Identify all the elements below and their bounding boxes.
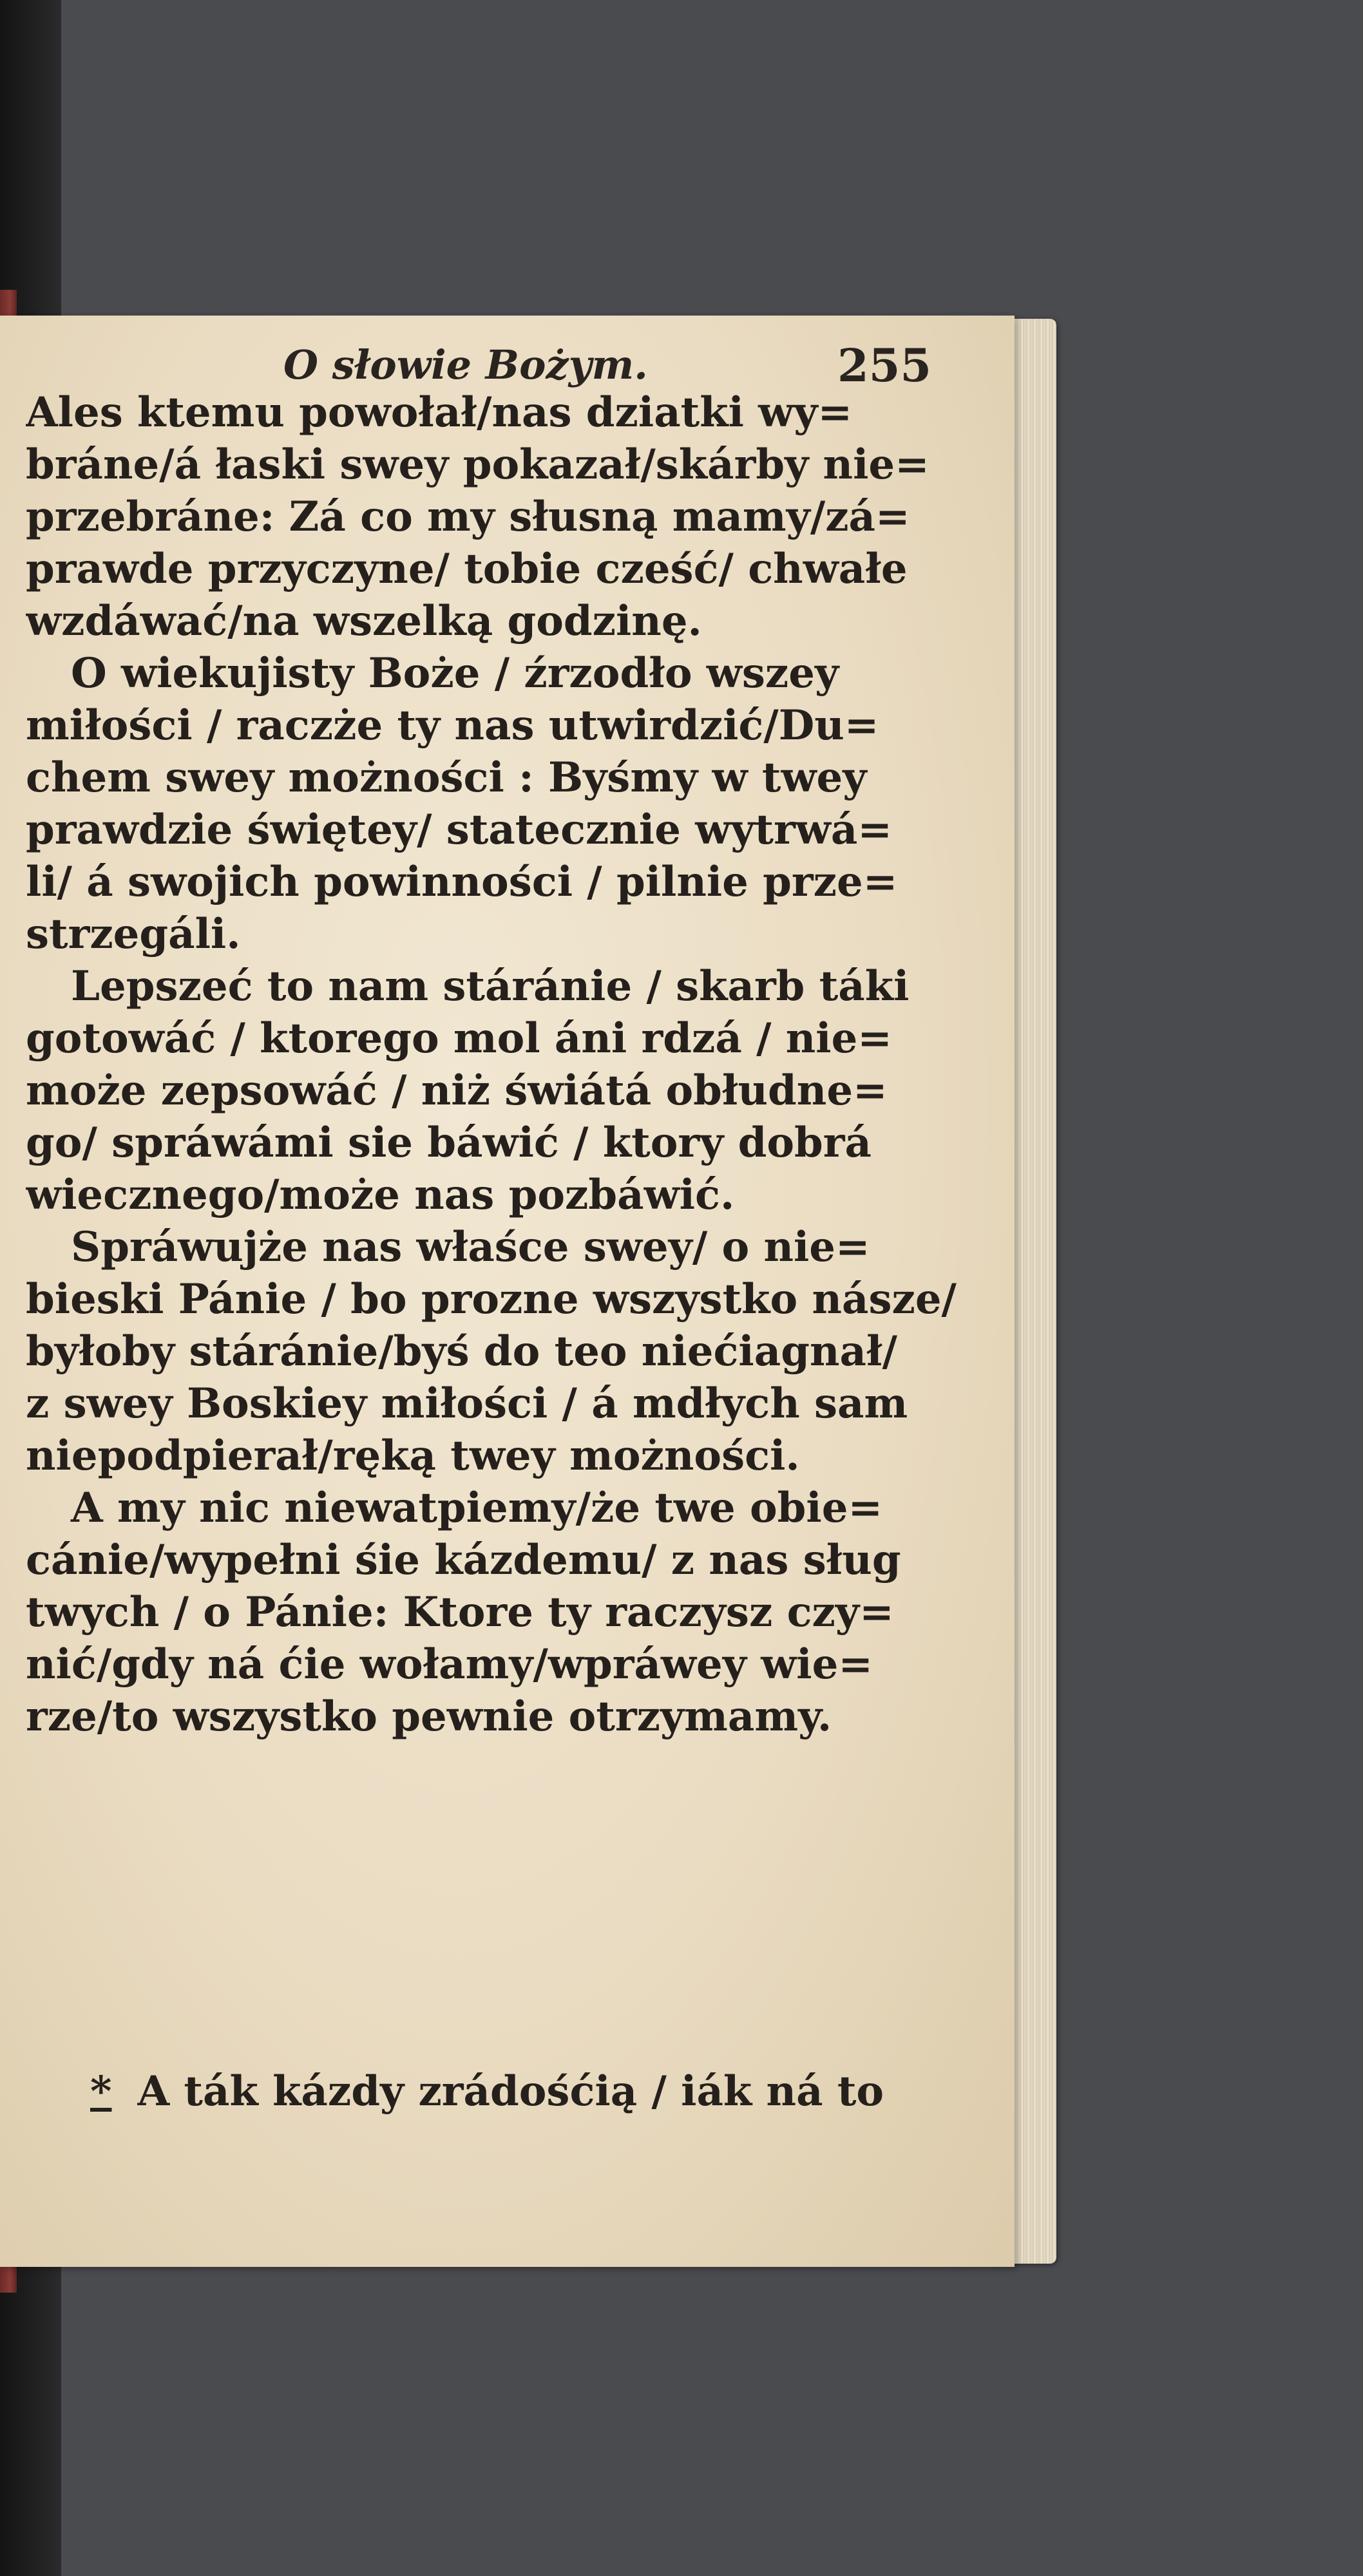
text-line: byłoby stáránie/byś do teo niećiagnał/ bbox=[26, 1327, 897, 1376]
text-line: wzdáwać/na wszelką godzinę. bbox=[26, 597, 702, 645]
text-line: Lepszeć to nam stáránie / skarb táki bbox=[71, 962, 910, 1010]
catchline bbox=[90, 2067, 884, 2116]
text-line: przebráne: Zá co my słusną mamy/zá= bbox=[26, 493, 910, 541]
text-line: nić/gdy ná ćie wołamy/wpráwey wie= bbox=[26, 1640, 873, 1689]
text-line: wiecznego/może nas pozbáwić. bbox=[26, 1171, 735, 1219]
footnote-mark: * bbox=[90, 2067, 112, 2116]
text-line: miłości / raczże ty nas utwirdzić/Du= bbox=[26, 701, 879, 750]
page-number: 255 bbox=[837, 339, 932, 392]
text-line: cánie/wypełni śie kázdemu/ z nas sług bbox=[26, 1536, 901, 1584]
text-line: Spráwujże nas właśce swey/ o nie= bbox=[71, 1223, 870, 1271]
text-line: niepodpierał/ręką twey możności. bbox=[26, 1432, 800, 1480]
text-line: A my nic niewatpiemy/że twe obie= bbox=[71, 1484, 883, 1532]
text-line: chem swey możności : Byśmy w twey bbox=[26, 753, 867, 802]
text-line: prawdzie świętey/ statecznie wytrwá= bbox=[26, 806, 892, 854]
text-line: rze/to wszystko pewnie otrzymamy. bbox=[26, 1692, 832, 1741]
text-line: li/ á swojich powinności / pilnie prze= bbox=[26, 858, 898, 906]
text-line: O wiekujisty Boże / źrzodło wszey bbox=[71, 649, 839, 697]
text-block bbox=[26, 386, 986, 1743]
text-line: twych / o Pánie: Ktore ty raczysz czy= bbox=[26, 1588, 894, 1636]
page-title: O słowie Bożym. bbox=[283, 341, 648, 388]
text-line: bráne/á łaski swey pokazał/skárby nie= bbox=[26, 440, 929, 489]
text-line: prawde przyczyne/ tobie cześć/ chwałe bbox=[26, 545, 908, 593]
text-line: Ales ktemu powołał/nas dziatki wy= bbox=[26, 388, 853, 437]
catchline-text: A ták kázdy zrádośćią / iák ná to bbox=[137, 2067, 884, 2116]
text-line: bieski Pánie / bo prozne wszystko násze/ bbox=[26, 1275, 957, 1323]
running-head bbox=[0, 330, 1015, 394]
text-line: strzegáli. bbox=[26, 910, 241, 958]
text-line: go/ spráwámi sie báwić / ktory dobrá bbox=[26, 1119, 872, 1167]
text-line: z swey Boskiey miłości / á mdłych sam bbox=[26, 1379, 908, 1428]
text-line: gotowáć / ktorego mol áni rdzá / nie= bbox=[26, 1014, 892, 1063]
text-line: może zepsowáć / niż świátá obłudne= bbox=[26, 1066, 888, 1115]
book-page bbox=[0, 316, 1015, 2267]
